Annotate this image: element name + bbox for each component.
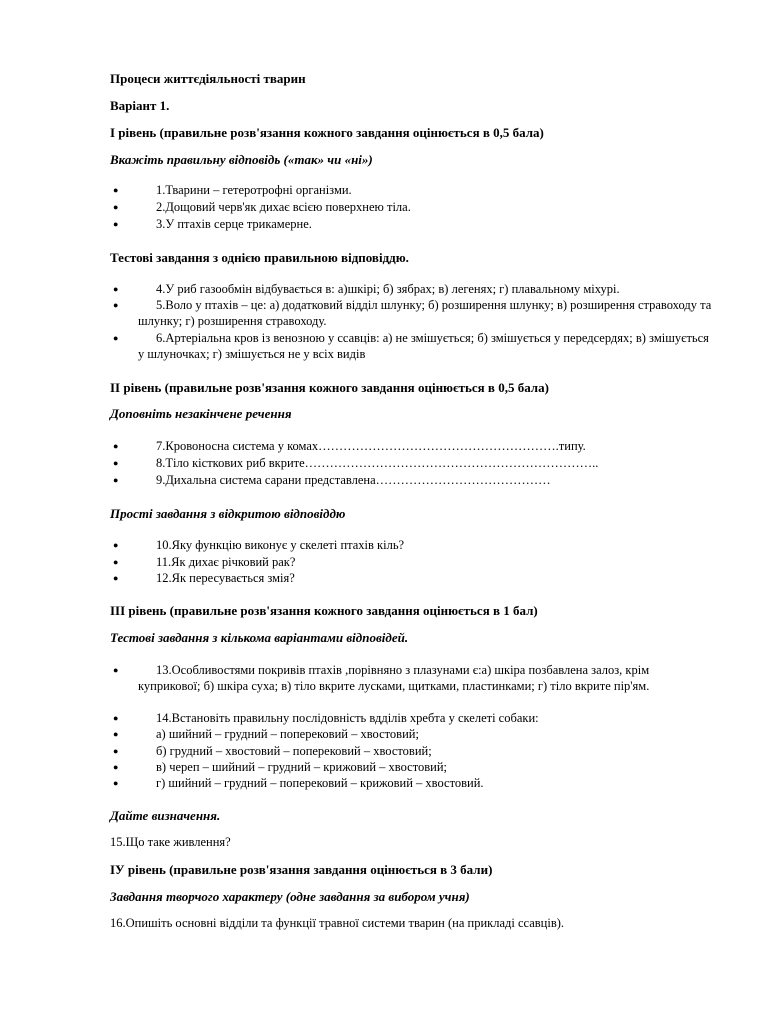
level3-heading: ІІІ рівень (правильне розв'язання кожного завдання оцінюється в 1 бал) xyxy=(110,603,538,618)
level4-instruction: Завдання творчого характеру (одне завдання за вибором учня) xyxy=(110,889,470,904)
level3-definition-item: 15.Що таке живлення? xyxy=(110,835,231,849)
level2-open-heading: Прості завдання з відкритою відповіддю xyxy=(110,506,346,521)
bullet-icon: ● xyxy=(113,284,119,294)
bullet-icon: ● xyxy=(113,202,119,212)
level1-test-heading: Тестові завдання з однією правильною відповіддю. xyxy=(110,250,409,265)
variant-label: Варіант 1. xyxy=(110,98,170,113)
bullet-icon: ● xyxy=(113,762,119,772)
bullet-icon: ● xyxy=(113,746,119,756)
level4-heading: ІУ рівень (правильне розв'язання завдання оцінюється в 3 бали) xyxy=(110,862,493,877)
bullet-icon: ● xyxy=(113,219,119,229)
level4-item: 16.Опишіть основні відділи та функції травної системи тварин (на прикладі ссавців). xyxy=(110,916,565,930)
bullet-icon: ● xyxy=(113,713,119,723)
bullet-icon: ● xyxy=(113,778,119,788)
bullet-icon: ● xyxy=(113,475,119,485)
bullet-icon: ● xyxy=(113,300,119,310)
page-title: Процеси життєдіяльності тварин xyxy=(110,71,306,86)
level2-instruction: Доповніть незакінчене речення xyxy=(110,406,292,421)
level3-definition-heading: Дайте визначення. xyxy=(110,808,221,823)
bullet-icon: ● xyxy=(113,458,119,468)
bullet-icon: ● xyxy=(113,573,119,583)
level1-instruction: Вкажіть правильну відповідь («так» чи «ні») xyxy=(110,152,373,167)
level1-heading: І рівень (правильне розв'язання кожного завдання оцінюється в 0,5 бала) xyxy=(110,125,544,140)
bullet-icon: ● xyxy=(113,540,119,550)
bullet-icon: ● xyxy=(113,557,119,567)
level3-instruction: Тестові завдання з кількома варіантами відповідей. xyxy=(110,630,409,645)
bullet-icon: ● xyxy=(113,729,119,739)
bullet-icon: ● xyxy=(113,441,119,451)
bullet-icon: ● xyxy=(113,333,119,343)
level2-heading: ІІ рівень (правильне розв'язання кожного завдання оцінюється в 0,5 бала) xyxy=(110,380,549,395)
bullet-icon: ● xyxy=(113,185,119,195)
document-page: Процеси життєдіяльності тварин Варіант 1. І рівень (правильне розв'язання кожного завдання оцінюється в 0,5 бала) Вкажіть правильну відповідь («так» чи «ні») ● 1.Тварини – гетеротрофні організми. ● 2.Дощовий черв'як дихає всією поверхнею тіла. ● 3.У птахів серце трикамерне. Тестові завдання з однією правильною відповіддю. ● 4.У риб газообмін відбувається в: а)шкірі; б) зябрах; в) легенях; г) плавальному міхурі. ● 5.Воло у птахів – це: а) додатковий відділ шлунку; б) розширення шлунку; в) розширення стравоходу та шлунку; г) розширення стравоходу. ● 6.Артеріальна кров із венозною у ссавців: а) не змішується; б) змішується у передсердях; в) змішується у шлуночках; г) змішується не у всіх видів ІІ рівень (правильне розв'язання кожного завдання оцінюється в 0,5 бала) Доповніть незакінчене речення ● 7.Кровоносна система у комах………………………………………………….типу. ● 8.Тіло кісткових риб вкрите…………………………………………………………….. ● 9.Дихальна система сарани представлена…………………………………… Прості завдання з відкритою відповіддю ● 10.Яку функцію виконує у скелеті птахів кіль? ● 11.Як дихає річковий рак? ● 12.Як пересувається змія? ІІІ рівень (правильне розв'язання кожного завдання оцінюється в 1 бал) Тестові завдання з кількома варіантами відповідей. ● 13.Особливостями покривів птахів ,порівняно з плазунами є:а) шкіра позбавлена залоз, крім куприкової; б) шкіра суха; в) тіло вкрите лусками, щитками, пластинками; г) тіло вкрите пір'ям. ● 14.Встановіть правильну послідовність вдділів хребта у скелеті собаки: ● а) шийний – грудний – поперековий – хвостовий; ● б) грудний – хвостовий – поперековий – хвостовий; ● в) череп – шийний – грудний – крижовий – хвостовий; ● г) шийний – грудний – поперековий – крижовий – хвостовий. Дайте визначення. 15.Що таке живлення? ІУ рівень (правильне розв'язання завдання оцінюється в 3 бали) Завдання творчого характеру (одне завдання за вибором учня) 16.Опишіть основні відділи та функції травної системи тварин (на прикладі ссавців). xyxy=(110,71,712,930)
bullet-icon: ● xyxy=(113,665,119,675)
